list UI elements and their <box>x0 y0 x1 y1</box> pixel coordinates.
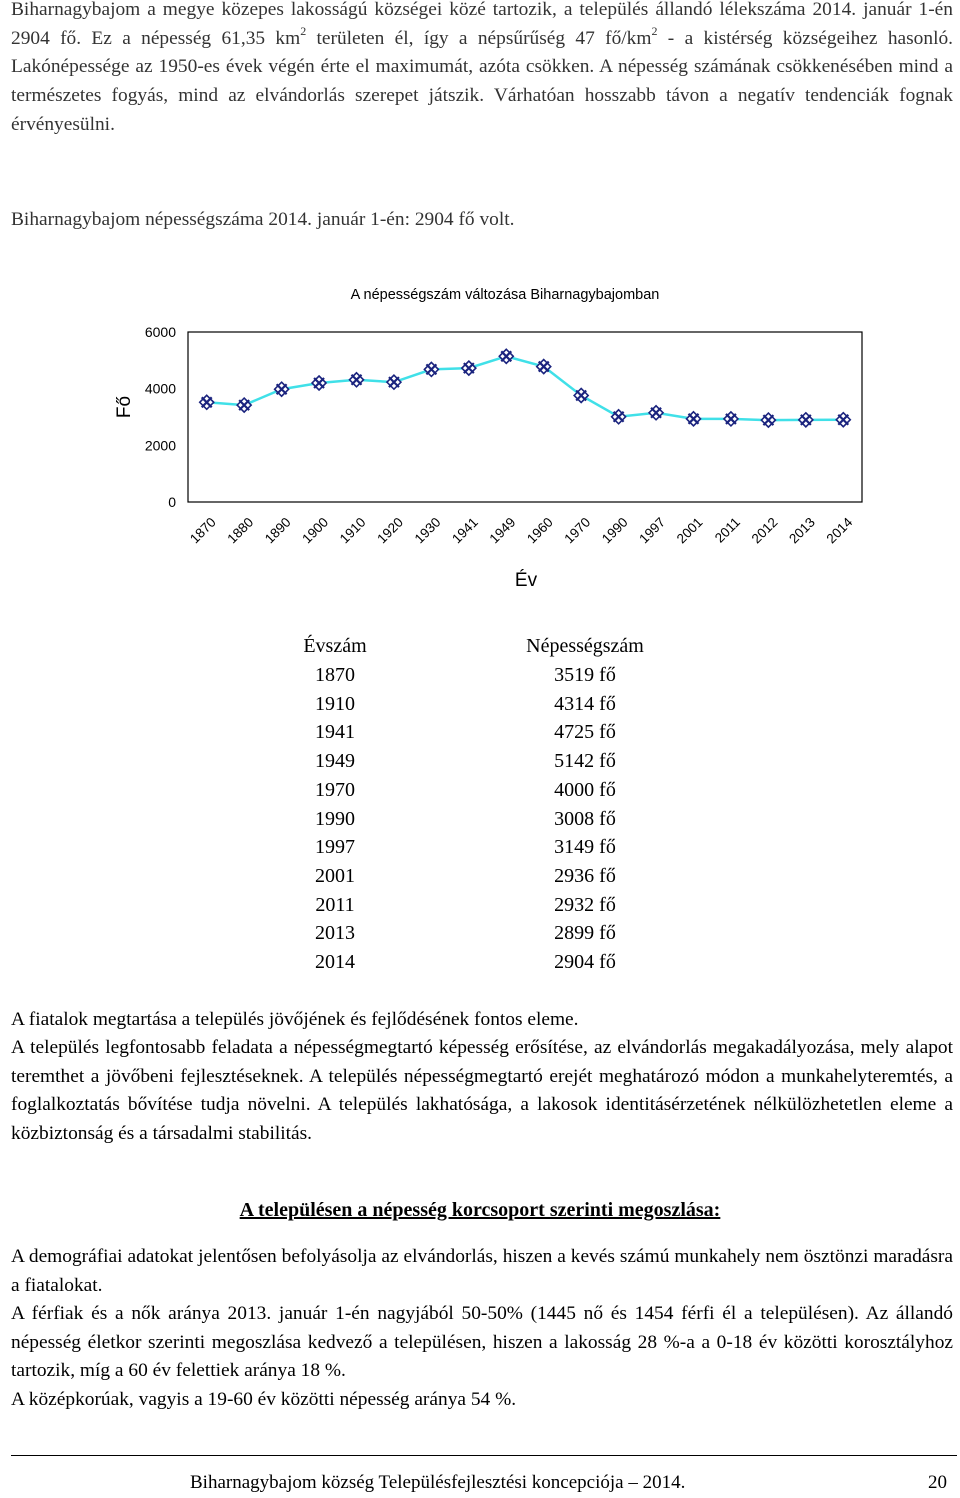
y-tick-label: 4000 <box>144 380 176 397</box>
chart-title: A népességszám változása Biharnagybajomban <box>350 287 660 303</box>
table-row <box>0 747 960 776</box>
y-tick-label: 6000 <box>144 324 176 340</box>
x-tick-label: 2012 <box>748 514 781 547</box>
youth-retention-paragraph: A fiatalok megtartása a település jövőjének és fejlődésének fontos eleme. <box>11 1009 579 1030</box>
table-row <box>0 891 960 920</box>
data-point-marker <box>649 406 663 420</box>
table-population-cell: 4725 fő <box>554 721 616 744</box>
gender-ratio-paragraph: A férfiak és a nők aránya 2013. január 1-én nagyjából 50-50% (1445 nő és 1454 férfi él a településen). Az állandó népesség életkor szerinti megoszlása kedvező a településen, hiszen a lakosság 28 %-a a 0-18 év közötti korosztályhoz tartozik, míg a 60 év felettiek aránya 18 %. <box>11 1303 953 1382</box>
x-tick-label: 1941 <box>449 514 481 547</box>
x-tick-label: 1910 <box>336 514 369 547</box>
x-tick-label: 2013 <box>786 514 818 547</box>
table-row <box>0 805 960 834</box>
km2-superscript-2: 2 <box>651 23 658 38</box>
table-row <box>0 661 960 690</box>
population-series-line <box>207 356 844 420</box>
data-point-marker <box>537 360 551 374</box>
y-tick-label: 2000 <box>144 437 176 454</box>
intro-paragraph <box>11 0 953 140</box>
table-population-cell: 5142 fő <box>554 750 616 773</box>
data-point-marker <box>799 413 813 427</box>
x-tick-label: 1990 <box>598 514 631 547</box>
table-row <box>0 862 960 891</box>
table-header <box>0 632 960 661</box>
x-tick-label: 1960 <box>523 514 556 547</box>
intro-text-b: területen él, így a népsűrűség 47 fő/km <box>306 27 652 49</box>
middle-age-paragraph: A középkorúak, vagyis a 19-60 év közötti népesség aránya 54 %. <box>11 1389 517 1410</box>
x-tick-label: 2001 <box>673 514 706 547</box>
y-axis-label: Fő <box>114 395 135 419</box>
population-chart <box>0 270 960 605</box>
table-year-cell: 1949 <box>315 750 355 773</box>
table-year-cell: 1941 <box>315 721 355 744</box>
plot-area-frame <box>188 332 862 502</box>
table-year-cell: 2001 <box>315 864 355 887</box>
y-tick-label: 0 <box>168 494 176 510</box>
data-point-marker <box>499 349 513 363</box>
x-tick-label: 1900 <box>299 514 332 547</box>
x-tick-label: 1870 <box>186 514 219 547</box>
population-column-header: Népességszám <box>526 635 644 657</box>
table-year-cell: 2011 <box>315 893 355 916</box>
data-point-marker <box>761 413 775 427</box>
data-point-marker <box>387 375 401 389</box>
x-tick-label: 1949 <box>486 514 519 547</box>
x-tick-label: 1970 <box>561 514 594 547</box>
table-population-cell: 4314 fő <box>554 692 616 715</box>
data-point-marker <box>574 388 588 402</box>
population-chart-svg <box>0 270 960 605</box>
intro-text-a: Biharnagybajom a megye közepes lakosságú községei közé tartozik, a település állandó lélekszáma 2014. január 1-én 2904 fő. Ez a népesség 61,35 km <box>11 0 953 49</box>
footer-rule <box>11 1455 957 1456</box>
x-tick-label: 1930 <box>411 514 444 547</box>
km2-superscript: 2 <box>300 23 307 38</box>
table-population-cell: 4000 fő <box>554 778 616 801</box>
table-population-cell: 2932 fő <box>554 893 616 916</box>
x-tick-label: 1880 <box>224 514 257 547</box>
x-axis-label: Év <box>514 570 538 591</box>
page-number: 20 <box>928 1472 947 1493</box>
table-year-cell: 1870 <box>315 664 355 686</box>
table-population-cell: 2904 fő <box>554 951 616 973</box>
table-year-cell: 2013 <box>315 922 355 945</box>
table-population-cell: 2899 fő <box>554 922 616 945</box>
data-point-marker <box>612 410 626 424</box>
data-point-marker <box>462 361 476 375</box>
table-population-cell: 3519 fő <box>554 664 616 686</box>
table-row <box>0 690 960 719</box>
table-row <box>0 776 960 805</box>
table-year-cell: 2014 <box>315 951 355 973</box>
table-population-cell: 3149 fő <box>554 836 616 859</box>
population-summary: Biharnagybajom népességszáma 2014. január 1-én: 2904 fő volt. <box>11 209 515 230</box>
table-row <box>0 948 960 977</box>
intro-text-c: - a kistérség községeihez hasonló. Lakónépessége az 1950-es évek végén érte el maximumát, azóta csökken. A népesség számának csökkenésében mind a természetes fogyás, mind az elvándorlás szerepet játszik. Várhatóan hosszabb távon a negatív tendenciák fognak érvényesülni. <box>11 27 953 135</box>
table-year-cell: 1990 <box>315 807 355 830</box>
data-point-marker <box>424 362 438 376</box>
age-distribution-heading: A településen a népesség korcsoport szerinti megoszlása: <box>239 1199 721 1221</box>
x-tick-label: 1890 <box>261 514 294 547</box>
table-population-cell: 3008 fő <box>554 807 616 830</box>
table-population-cell: 2936 fő <box>554 864 616 887</box>
data-point-marker <box>200 395 214 409</box>
table-row <box>0 919 960 948</box>
x-tick-label: 1997 <box>636 514 669 547</box>
table-year-cell: 1910 <box>315 692 355 715</box>
table-row <box>0 718 960 747</box>
x-tick-label: 1920 <box>374 514 407 547</box>
population-retention-paragraph: A település legfontosabb feladata a népességmegtartó képesség erősítése, az elvándorlás megakadályozása, mely alapot teremthet a jövőbeni fejlesztéseknek. A település népességmegtartó erejét meghatározó módon a munkahelyteremtés, a foglalkoztatás bővítése tudja növelni. A település lakhatósága, a lakosok identitásérzetének nélkülözhetetlen eleme a közbiztonság és a társadalmi stabilitás. <box>11 1037 953 1145</box>
table-year-cell: 1970 <box>315 778 355 801</box>
data-point-marker <box>237 398 251 412</box>
demography-paragraph: A demográfiai adatokat jelentősen befolyásolja az elvándorlás, hiszen a kevés számú munkahely nem ösztönzi maradásra a fiatalokat. <box>11 1246 953 1296</box>
x-tick-label: 2014 <box>823 514 856 547</box>
x-tick-label: 2011 <box>711 514 744 546</box>
data-point-marker <box>275 382 289 396</box>
data-point-marker <box>836 413 850 427</box>
data-point-marker <box>687 412 701 426</box>
table-year-cell: 1997 <box>315 836 355 859</box>
data-point-marker <box>724 412 738 426</box>
year-column-header: Évszám <box>303 635 367 657</box>
footer-title: Biharnagybajom község Településfejlesztési koncepciója – 2014. <box>190 1472 686 1493</box>
data-point-marker <box>312 376 326 390</box>
data-point-marker <box>350 373 364 387</box>
table-row <box>0 833 960 862</box>
